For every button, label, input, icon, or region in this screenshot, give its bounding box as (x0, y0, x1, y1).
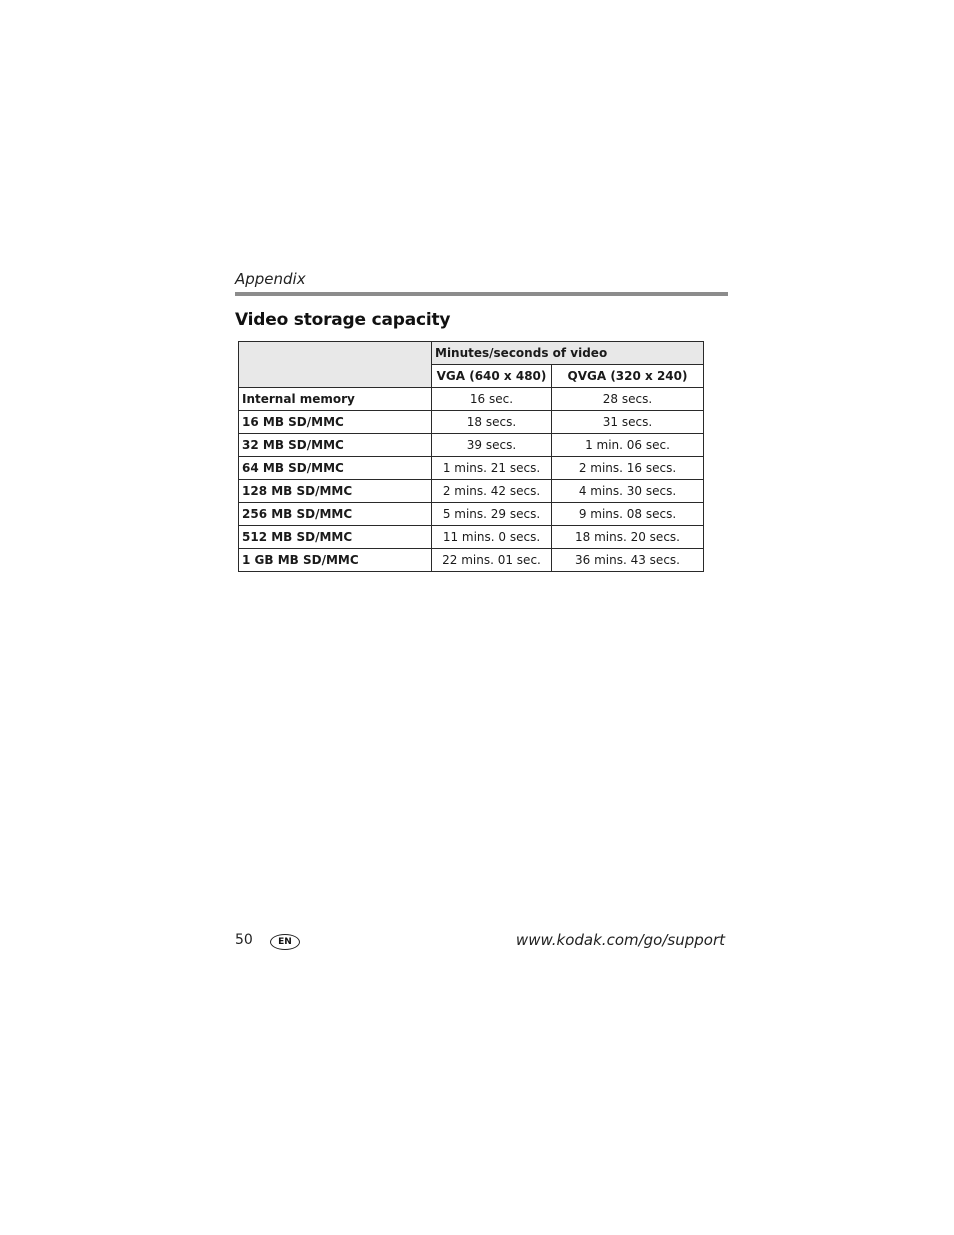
table-row (239, 457, 704, 480)
qvga-value: 4 mins. 30 secs. (552, 480, 704, 503)
language-badge-icon: EN (270, 934, 300, 950)
row-label: 512 MB SD/MMC (239, 526, 432, 549)
row-label: 16 MB SD/MMC (239, 411, 432, 434)
row-label: 128 MB SD/MMC (239, 480, 432, 503)
page-number: 50 (235, 932, 253, 948)
qvga-value: 2 mins. 16 secs. (552, 457, 704, 480)
column-header-vga: VGA (640 x 480) (432, 365, 552, 388)
row-label: 1 GB MB SD/MMC (239, 549, 432, 572)
table-row (239, 411, 704, 434)
vga-value: 11 mins. 0 secs. (432, 526, 552, 549)
table-row (239, 388, 704, 411)
vga-value: 16 sec. (432, 388, 552, 411)
row-label: Internal memory (239, 388, 432, 411)
qvga-value: 9 mins. 08 secs. (552, 503, 704, 526)
column-header-qvga: QVGA (320 x 240) (552, 365, 704, 388)
vga-value: 22 mins. 01 sec. (432, 549, 552, 572)
qvga-value: 18 mins. 20 secs. (552, 526, 704, 549)
qvga-value: 36 mins. 43 secs. (552, 549, 704, 572)
vga-value: 5 mins. 29 secs. (432, 503, 552, 526)
row-label: 256 MB SD/MMC (239, 503, 432, 526)
row-label: 64 MB SD/MMC (239, 457, 432, 480)
vga-value: 1 mins. 21 secs. (432, 457, 552, 480)
qvga-value: 31 secs. (552, 411, 704, 434)
table-row (239, 480, 704, 503)
row-label: 32 MB SD/MMC (239, 434, 432, 457)
vga-value: 2 mins. 42 secs. (432, 480, 552, 503)
vga-value: 18 secs. (432, 411, 552, 434)
qvga-value: 28 secs. (552, 388, 704, 411)
group-header: Minutes/seconds of video (432, 342, 704, 365)
table-row (239, 434, 704, 457)
table-corner-cell (239, 342, 432, 388)
section-divider (235, 292, 728, 296)
support-url[interactable]: www.kodak.com/go/support (515, 931, 725, 949)
page-title: Video storage capacity (235, 310, 451, 330)
table-row (239, 549, 704, 572)
table-row (239, 526, 704, 549)
table-row (239, 503, 704, 526)
vga-value: 39 secs. (432, 434, 552, 457)
video-capacity-table (238, 341, 704, 572)
section-label: Appendix (235, 270, 306, 288)
qvga-value: 1 min. 06 sec. (552, 434, 704, 457)
table-header-row (239, 342, 704, 365)
